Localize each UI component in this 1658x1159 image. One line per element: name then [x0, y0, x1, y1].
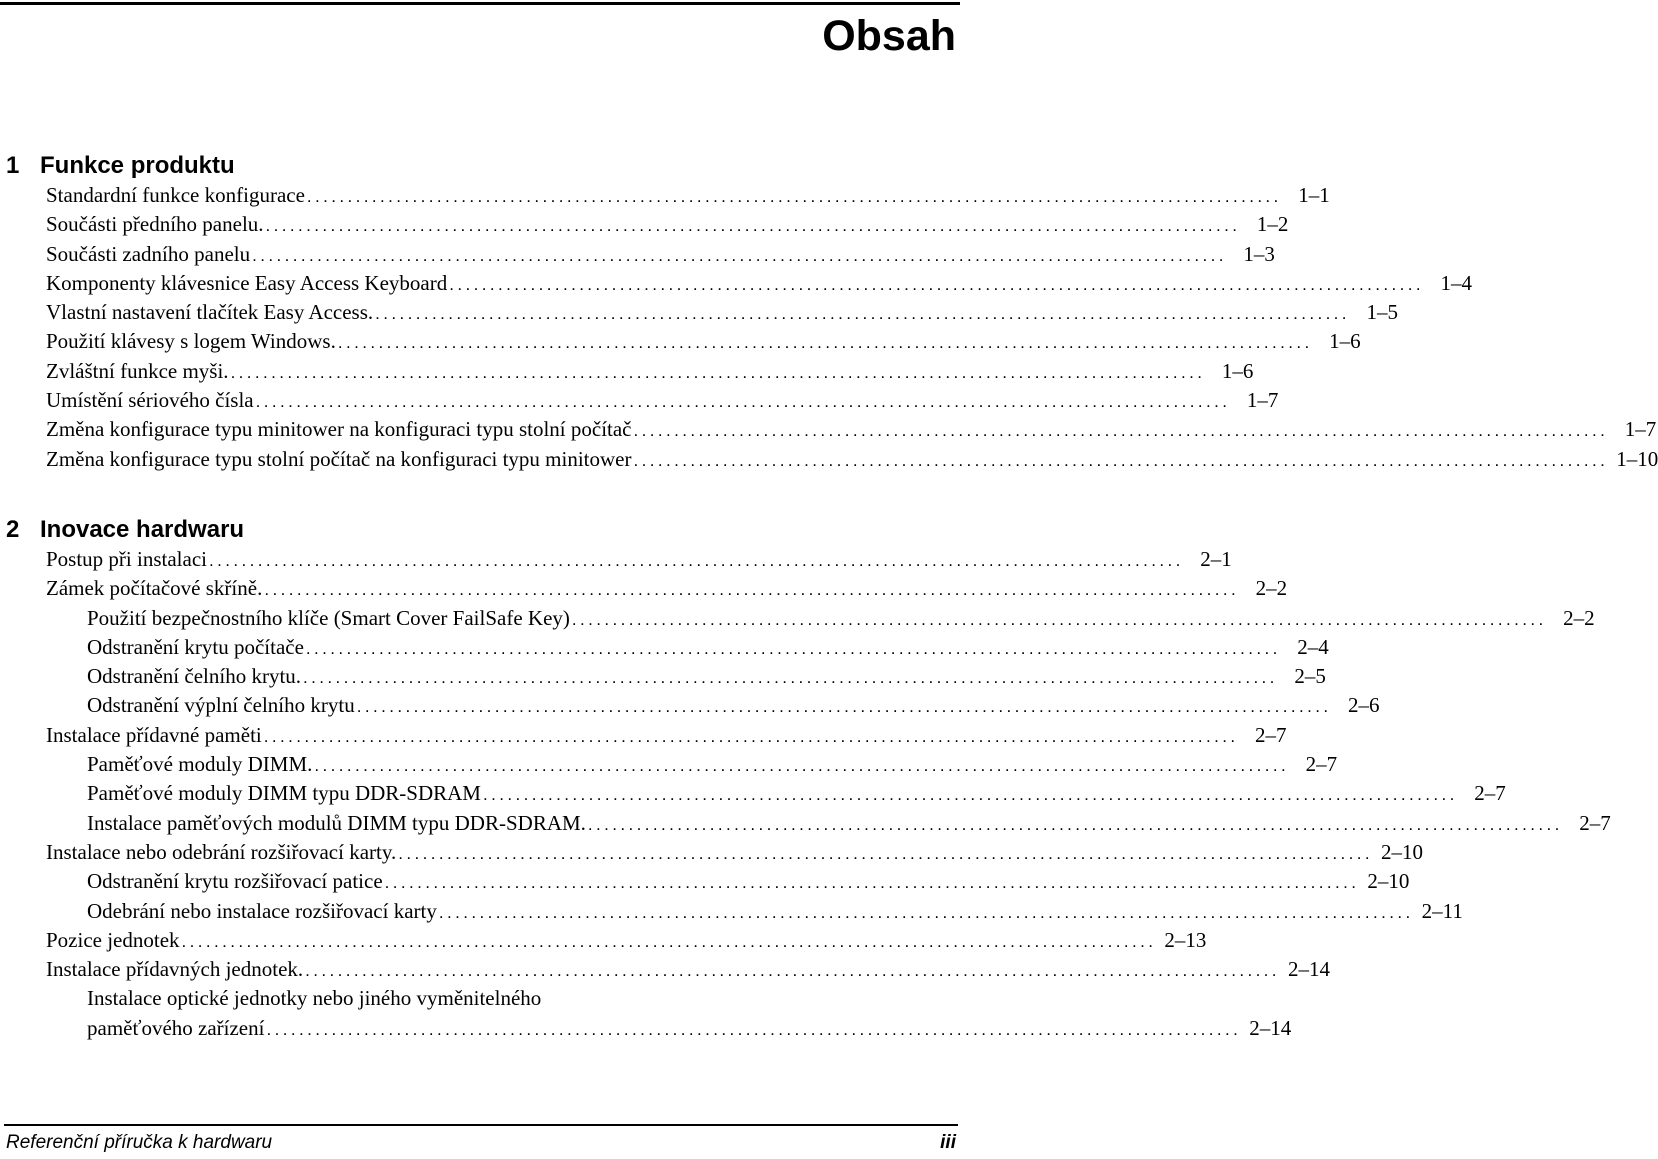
toc-entry-page: 2–6: [1347, 693, 1380, 718]
toc-entry-label: Instalace optické jednotky nebo jiného vyměnitelného: [87, 986, 542, 1011]
toc-entry-label: Odebrání nebo instalace rozšiřovací karty: [87, 898, 437, 923]
dot-leader: ........................................................................................................................: [438, 902, 1414, 922]
toc-entry-label: Instalace paměťových modulů DIMM typu DDR-SDRAM.: [87, 810, 586, 835]
toc-entry-page: 2–10: [1367, 869, 1410, 894]
toc-entry-label: Instalace přídavných jednotek.: [46, 957, 304, 982]
toc-entry[interactable]: [46, 955, 1330, 984]
dot-leader: ........................................................................................................................: [375, 304, 1350, 324]
toc-entry[interactable]: [87, 662, 1326, 691]
footer-page-number: iii: [940, 1132, 956, 1153]
chapter-number: 2: [6, 516, 20, 543]
toc-entry-label: Změna konfigurace typu stolní počítač na konfiguraci typu minitower: [46, 446, 632, 471]
dot-leader: ........................................................................................................................: [384, 873, 1360, 893]
toc-entry[interactable]: [46, 545, 1232, 574]
dot-leader: ........................................................................................................................: [303, 668, 1278, 688]
dot-leader: ........................................................................................................................: [266, 1019, 1242, 1039]
toc-entry-label: Odstranění krytu počítače: [87, 634, 304, 659]
dot-leader: ........................................................................................................................: [306, 187, 1282, 206]
dot-leader: ........................................................................................................................: [398, 843, 1374, 863]
toc-entry-page: 2–14: [1287, 957, 1330, 982]
toc-entry-label: Postup při instalaci: [46, 547, 207, 571]
dot-leader: ........................................................................................................................: [587, 814, 1563, 834]
dot-leader: ........................................................................................................................: [181, 931, 1157, 951]
toc-entry-page: 2–13: [1164, 927, 1207, 952]
toc-entry-label: Pozice jednotek: [46, 927, 180, 952]
toc-entry-page: 2–7: [1255, 722, 1287, 747]
chapter-entries: [6, 545, 1611, 1043]
toc-entry-page: 2–7: [1305, 752, 1338, 777]
toc-entry-label: Standardní funkce konfigurace: [46, 183, 305, 207]
toc-entry-label: Odstranění čelního krytu.: [87, 664, 302, 689]
toc-entry-page: 1–3: [1243, 241, 1275, 266]
toc-entry[interactable]: [46, 445, 1658, 474]
toc-entry-label: Použití bezpečnostního klíče (Smart Cover FailSafe Key): [87, 605, 570, 630]
dot-leader: ........................................................................................................................: [482, 785, 1458, 805]
dot-leader: ........................................................................................................................: [265, 216, 1241, 236]
toc-entry-page: 1–1: [1298, 183, 1330, 207]
dot-leader: ........................................................................................................................: [337, 333, 1313, 353]
toc-entry-page: 2–7: [1474, 781, 1506, 806]
toc-entry-label: Použití klávesy s logem Windows.: [46, 329, 336, 354]
toc-entry-page: 1–6: [1329, 329, 1361, 354]
toc-entry-label: Vlastní nastavení tlačítek Easy Access.: [46, 300, 374, 325]
toc-entry-label: Součásti zadního panelu: [46, 241, 251, 266]
toc-entry-page: 2–1: [1200, 547, 1232, 571]
toc-entry-page: 2–2: [1255, 576, 1288, 601]
toc-entry[interactable]: [87, 809, 1611, 838]
page-title: Obsah: [822, 12, 956, 60]
dot-leader: ........................................................................................................................: [305, 638, 1281, 658]
dot-leader: ........................................................................................................................: [356, 697, 1332, 717]
toc-entry[interactable]: [46, 269, 1472, 298]
toc-entry-label: Paměťové moduly DIMM.: [87, 752, 313, 777]
toc-entry-page: 1–10: [1616, 446, 1658, 471]
chapter-heading: [6, 151, 946, 181]
toc-entry[interactable]: [46, 240, 1275, 269]
dot-leader: ........................................................................................................................: [449, 274, 1424, 294]
toc-entry-label: Paměťové moduly DIMM typu DDR-SDRAM: [87, 781, 481, 806]
toc-entry[interactable]: [87, 633, 1329, 662]
dot-leader: ........................................................................................................................: [209, 551, 1184, 570]
chapter-title: Funkce produktu: [40, 152, 235, 179]
toc-entry-page: 1–2: [1256, 212, 1289, 237]
toc-entry-page: 2–7: [1579, 810, 1611, 835]
top-rule: [0, 2, 960, 5]
dot-leader: ........................................................................................................................: [230, 362, 1206, 382]
toc-entry[interactable]: [87, 984, 960, 1013]
toc-entry-label: Umístění sériového čísla: [46, 388, 254, 413]
toc-entry-label: Odstranění výplní čelního krytu: [87, 693, 355, 718]
toc-entry-label: Komponenty klávesnice Easy Access Keyboard: [46, 270, 448, 295]
dot-leader: ........................................................................................................................: [252, 245, 1227, 265]
chapter-1: [6, 151, 1658, 474]
dot-leader: ........................................................................................................................: [571, 609, 1547, 629]
chapter-entries: [6, 181, 1658, 474]
toc-entry[interactable]: [46, 357, 1254, 386]
chapter-title: Inovace hardwaru: [40, 516, 245, 543]
toc-entry-label: Změna konfigurace typu minitower na konfiguraci typu stolní počítač: [46, 417, 632, 442]
toc-entry[interactable]: [46, 298, 1398, 327]
toc-entry-page: 1–4: [1440, 270, 1472, 295]
toc-entry-page: 2–2: [1563, 605, 1595, 630]
toc-entry-label: Zámek počítačové skříně.: [46, 576, 263, 601]
footer-document-title: Referenční příručka k hardwaru: [6, 1132, 273, 1153]
dot-leader: ........................................................................................................................: [633, 450, 1609, 470]
toc-entry[interactable]: [46, 415, 1657, 444]
chapter-number: 1: [6, 152, 20, 179]
toc-entry-label: Součásti předního panelu.: [46, 212, 264, 237]
toc-entry-page: 2–5: [1294, 664, 1326, 689]
toc-entry-page: 1–7: [1624, 417, 1657, 442]
toc-entry-label: Instalace přídavné paměti: [46, 722, 262, 747]
toc-entry-page: 2–11: [1421, 898, 1463, 923]
toc-entry[interactable]: [87, 897, 1463, 926]
toc-entry[interactable]: [46, 327, 1361, 356]
toc-entry[interactable]: [46, 386, 1279, 415]
chapter-heading: [6, 515, 946, 545]
toc-entry[interactable]: [46, 838, 1424, 867]
dot-leader: ........................................................................................................................: [264, 580, 1240, 600]
toc-entry[interactable]: [87, 604, 1595, 633]
toc-entry-label: Instalace nebo odebrání rozšiřovací karty.: [46, 839, 397, 864]
toc-entry[interactable]: [87, 867, 1410, 896]
toc-entry[interactable]: [46, 721, 1287, 750]
dot-leader: ........................................................................................................................: [263, 726, 1239, 746]
toc-entry-label: Zvláštní funkce myši.: [46, 358, 229, 383]
toc-entry-page: 2–14: [1249, 1015, 1292, 1040]
toc-entry[interactable]: [87, 691, 1380, 720]
toc-entry[interactable]: [46, 926, 1207, 955]
toc-entry[interactable]: [46, 210, 1289, 239]
toc-entry[interactable]: [46, 574, 1288, 603]
dot-leader: ........................................................................................................................: [255, 392, 1231, 412]
toc-entry[interactable]: [46, 181, 1330, 210]
dot-leader: ........................................................................................................................: [314, 756, 1290, 776]
toc-entry[interactable]: [87, 1014, 1292, 1043]
dot-leader: ........................................................................................................................: [633, 421, 1609, 441]
toc-entry-label: paměťového zařízení: [87, 1015, 265, 1040]
toc-entry-page: 2–4: [1297, 634, 1329, 659]
dot-leader: ........................................................................................................................: [305, 961, 1280, 981]
toc-entry-page: 2–10: [1381, 839, 1424, 864]
toc-entry-label: Odstranění krytu rozšiřovací patice: [87, 869, 383, 894]
toc-entry-page: 1–7: [1246, 388, 1279, 413]
footer-rule: [4, 1124, 958, 1126]
toc-entry[interactable]: [87, 779, 1506, 808]
toc-entry-page: 1–6: [1221, 358, 1254, 383]
chapter-2: [6, 515, 1611, 1043]
toc-entry[interactable]: [87, 750, 1338, 779]
toc-entry-page: 1–5: [1366, 300, 1398, 325]
